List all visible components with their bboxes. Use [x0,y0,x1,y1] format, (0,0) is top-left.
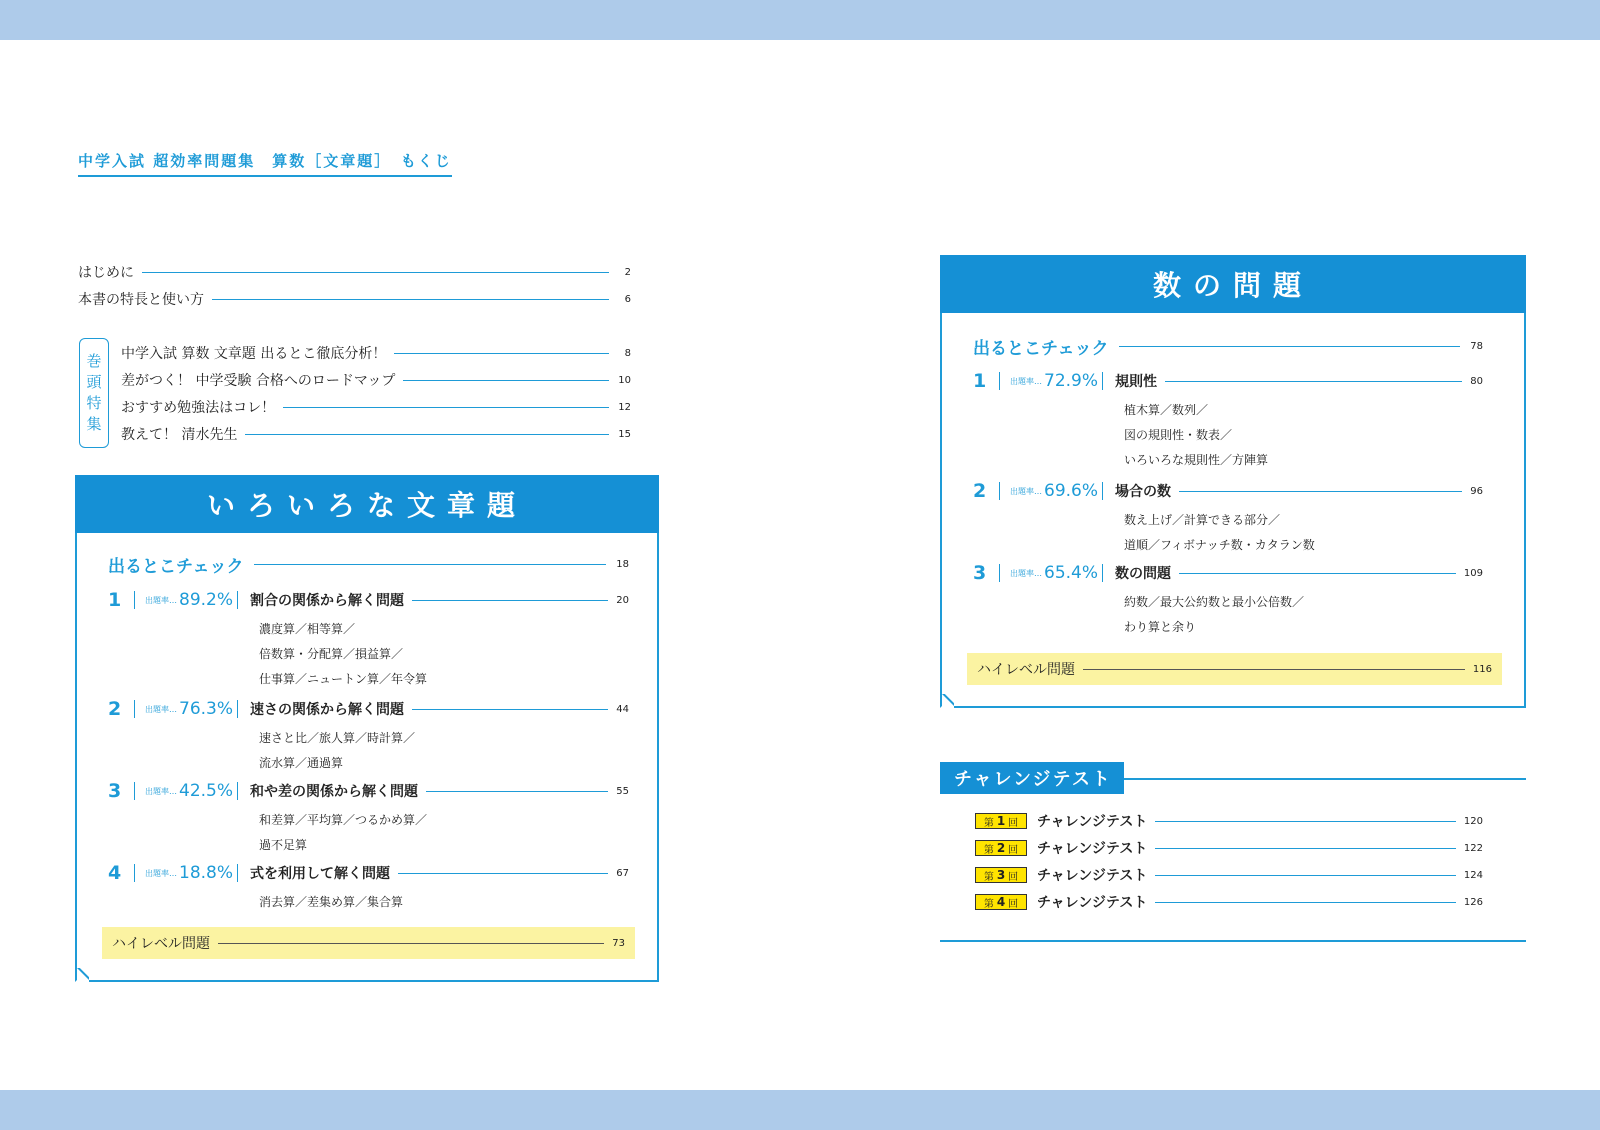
subtopic-line: 濃度算／相等算／ [259,622,356,636]
toc-label: 中学入試 算数 文章題 出るとこ徹底分析！ [121,346,387,362]
badge-number: 3 [996,868,1006,882]
badge-number: 4 [996,895,1006,909]
page-number: 124 [1463,869,1483,881]
separator [1102,482,1103,500]
tag-char: 集 [86,415,102,433]
subtopic-line: 数え上げ／計算できる部分／ [1124,513,1281,527]
rate-label: 出題率… [1010,568,1042,578]
leader-line [398,873,608,874]
high-level-label: ハイレベル問題 [977,662,1075,678]
separator [999,372,1000,390]
right-check-item[interactable] [973,334,1483,359]
challenge-title: チャレンジテスト [954,769,1112,790]
badge-suffix: 回 [1008,844,1019,856]
corner-cut [75,968,89,982]
rate-label: 出題率… [145,786,177,796]
leader-line [1155,875,1456,876]
check-label: 出るとこチェック [973,339,1109,359]
challenge-label: チャレンジテスト [1037,868,1148,884]
leader-line [218,943,604,944]
right-entry-2[interactable] [973,480,1483,558]
leader-line [403,380,609,381]
right-high-level-item[interactable] [967,653,1502,685]
rate-label: 出題率… [145,704,177,714]
check-label: 出るとこチェック [108,557,244,577]
badge-prefix: 第 [983,844,994,856]
right-entry-3[interactable] [973,562,1483,640]
page-number: 55 [616,785,629,797]
left-entry-3[interactable] [108,780,629,858]
challenge-item-1[interactable] [975,811,1483,831]
entry-topic: 和や差の関係から解く問題 [250,784,419,800]
page-number: 67 [616,867,629,879]
page-number: 18 [616,559,629,570]
left-high-level-item[interactable] [102,927,635,959]
separator [237,864,238,882]
separator [134,782,135,800]
subtopic-line: 道順／フィボナッチ数・カタラン数 [1124,538,1315,552]
left-entry-4[interactable] [108,862,629,915]
rate-value: 18.8% [179,863,234,883]
subtopic-line: 約数／最大公約数と最小公倍数／ [1124,595,1305,609]
right-entry-1[interactable] [973,370,1483,473]
rate-label: 出題率… [145,595,177,605]
separator [237,700,238,718]
page-number: 44 [616,703,629,715]
page-number: 116 [1472,663,1492,675]
page-number: 73 [612,937,625,949]
subtopic-line: 図の規則性・数表／ [1124,428,1233,442]
challenge-label: チャレンジテスト [1037,814,1148,830]
section-title: 数の問題 [1152,269,1313,302]
subtopic-line: 速さと比／旅人算／時計算／ [259,731,416,745]
separator [999,564,1000,582]
rate-value: 69.6% [1044,481,1099,501]
high-level-label: ハイレベル問題 [112,936,210,952]
page-number: 80 [1470,375,1483,387]
badge-prefix: 第 [983,898,994,910]
toc-item-intro[interactable] [78,262,631,282]
subtopic-line: 倍数算・分配算／損益算／ [259,647,404,661]
separator [134,591,135,609]
separator [1102,564,1103,582]
page-number: 78 [1470,341,1483,352]
page-number: 15 [618,428,631,440]
subtopic-line: 植木算／数列／ [1124,403,1209,417]
subtopic-line: 仕事算／ニュートン算／年令算 [259,672,428,686]
challenge-item-4[interactable] [975,892,1483,912]
tag-char: 特 [86,394,102,412]
toc-item-special-1[interactable] [121,343,631,363]
subtopic-line: 過不足算 [259,838,308,852]
badge-suffix: 回 [1008,898,1019,910]
subtopic-line: いろいろな規則性／方陣算 [1124,453,1269,467]
entry-number: 4 [108,862,122,884]
toc-item-special-2[interactable] [121,370,631,390]
round-badge [975,867,1027,883]
rate-value: 72.9% [1044,371,1099,391]
rate-value: 76.3% [179,699,234,719]
left-check-item[interactable] [108,552,629,577]
rate-value: 65.4% [1044,563,1099,583]
round-badge [975,840,1027,856]
separator [237,782,238,800]
leader-line [254,564,607,565]
subtopic-line: わり算と余り [1124,620,1197,634]
leader-line [394,353,609,354]
leader-line [1155,821,1456,822]
toc-item-special-4[interactable] [121,424,631,444]
challenge-rule [1124,778,1526,780]
badge-suffix: 回 [1008,871,1019,883]
challenge-heading [940,762,1124,794]
page-number: 12 [618,401,631,413]
page-number: 2 [624,266,631,278]
toc-label: おすすめ勉強法はコレ！ [121,400,276,416]
entry-number: 2 [973,480,987,502]
left-entry-2[interactable] [108,698,629,776]
toc-label: はじめに [78,265,134,281]
leader-line [412,600,608,601]
tag-char: 頭 [86,373,102,391]
entry-topic: 割合の関係から解く問題 [250,593,405,609]
leader-line [412,709,608,710]
rate-label: 出題率… [1010,376,1042,386]
entry-number: 3 [973,562,987,584]
page-number: 109 [1463,567,1483,579]
entry-topic: 速さの関係から解く問題 [250,702,405,718]
left-section-banner [75,475,659,533]
leader-line [1155,848,1456,849]
leader-line [212,299,609,300]
top-band [0,0,1600,40]
tag-char: 巻 [86,352,102,370]
round-badge [975,894,1027,910]
leader-line [426,791,608,792]
bottom-band [0,1090,1600,1130]
challenge-item-2[interactable] [975,838,1483,858]
page-number: 120 [1463,815,1483,827]
separator [999,482,1000,500]
toc-item-special-3[interactable] [121,397,631,417]
separator [134,700,135,718]
separator [237,591,238,609]
challenge-label: チャレンジテスト [1037,895,1148,911]
separator [134,864,135,882]
entry-topic: 式を利用して解く問題 [250,866,391,882]
entry-topic: 数の問題 [1115,566,1172,582]
badge-prefix: 第 [983,817,994,829]
entry-topic: 場合の数 [1115,484,1172,500]
separator [1102,372,1103,390]
rate-label: 出題率… [1010,486,1042,496]
challenge-label: チャレンジテスト [1037,841,1148,857]
toc-label: 差がつく！ 中学受験 合格へのロードマップ [121,373,396,389]
toc-label: 本書の特長と使い方 [78,292,204,308]
leader-line [142,272,609,273]
leader-line [1179,573,1456,574]
badge-suffix: 回 [1008,817,1019,829]
toc-label: 教えて！ 清水先生 [121,427,238,443]
page-number: 8 [624,347,631,359]
page-number: 6 [624,293,631,305]
subtopic-line: 流水算／通過算 [259,756,344,770]
badge-number: 2 [996,841,1006,855]
leader-line [245,434,609,435]
toc-item-features[interactable] [78,289,631,309]
rate-value: 42.5% [179,781,234,801]
challenge-item-3[interactable] [975,865,1483,885]
badge-prefix: 第 [983,871,994,883]
entry-topic: 規則性 [1115,374,1158,390]
entry-number: 3 [108,780,122,802]
badge-number: 1 [996,814,1006,828]
leader-line [1179,491,1462,492]
entry-number: 1 [973,370,987,392]
page-number: 122 [1463,842,1483,854]
page-number: 20 [616,594,629,606]
corner-cut [940,694,954,708]
page-number: 10 [618,374,631,386]
challenge-bottom-rule [940,940,1526,942]
rate-value: 89.2% [179,590,234,610]
leader-line [1155,902,1456,903]
leader-line [283,407,609,408]
subtopic-line: 消去算／差集め算／集合算 [259,895,404,909]
entry-number: 1 [108,589,122,611]
right-section-banner [940,255,1526,313]
page-number: 126 [1463,896,1483,908]
leader-line [1083,669,1465,670]
leader-line [1119,346,1461,347]
round-badge [975,813,1027,829]
rate-label: 出題率… [145,868,177,878]
subtopic-line: 和差算／平均算／つるかめ算／ [259,813,428,827]
leader-line [1165,381,1462,382]
entry-number: 2 [108,698,122,720]
special-feature-tag [79,338,109,448]
document-title: 中学入試 超効率問題集 算数［文章題］ もくじ [78,150,452,177]
page-number: 96 [1470,485,1483,497]
left-entry-1[interactable] [108,589,629,692]
section-title: いろいろな文章題 [206,489,527,522]
